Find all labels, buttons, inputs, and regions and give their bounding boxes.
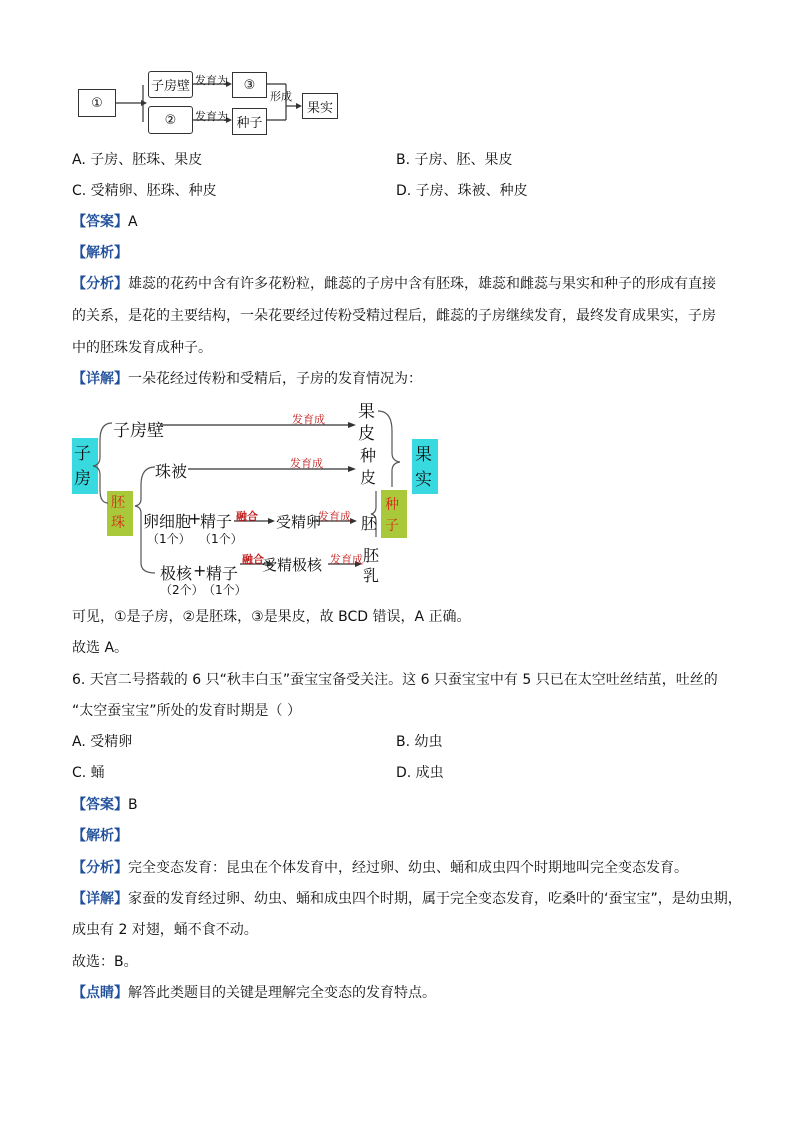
pericarp-char-1: 果 — [358, 402, 375, 422]
endosperm-char-1: 胚 — [363, 546, 380, 565]
diagram1-connectors — [0, 0, 794, 140]
q5-fenxi-line3: 中的胚珠发育成种子。 — [72, 340, 212, 356]
zygote-label: 受精卵 — [276, 513, 322, 531]
develop-label-4: 发育成 — [330, 553, 363, 566]
fenxi-tag: 【分析】 — [72, 860, 128, 876]
embryo-label: 胚 — [361, 514, 378, 533]
answer-tag: 【答案】 — [72, 797, 128, 813]
q5-conclusion: 可见，①是子房，②是胚珠，③是果皮，故 BCD 错误，A 正确。 — [72, 609, 471, 625]
diagram1-box-3: ③ — [232, 72, 267, 98]
sperm-1-count: （1个） — [199, 532, 243, 546]
fertilized-polar-label: 受精极核 — [262, 556, 323, 574]
q6-analysis-line — [72, 826, 128, 846]
fuse-label-1: 融合 — [236, 510, 258, 523]
fuse-label-2: 融合 — [242, 553, 264, 566]
q6-choose: 故选：B。 — [72, 954, 138, 970]
diagram1-label-form: 形成 — [270, 90, 292, 103]
integument-label: 珠被 — [155, 462, 188, 481]
egg-count: （1个） — [147, 532, 191, 546]
sperm-2-count: （1个） — [203, 583, 247, 597]
q6-fenxi-line — [72, 858, 688, 878]
answer-value: B — [128, 797, 138, 813]
q5-option-c: C. 受精卵、胚珠、种皮 — [72, 183, 217, 199]
sperm-2-label: 精子 — [206, 564, 239, 583]
q6-option-b: B. 幼虫 — [396, 734, 443, 750]
xiangjie-text: 一朵花经过传粉和受精后，子房的发育情况为： — [128, 371, 422, 387]
analysis-tag: 【解析】 — [72, 245, 128, 261]
develop-label-3: 发育成 — [318, 510, 351, 523]
q6-xiangjie-line1 — [72, 889, 742, 909]
q6-option-d: D. 成虫 — [396, 765, 444, 781]
fenxi-text: 完全变态发育：昆虫在个体发育中，经过卵、幼虫、蛹和成虫四个时期地叫完全变态发育。 — [128, 860, 688, 876]
ovary-wall-label: 子房壁 — [113, 421, 164, 441]
dianjing-text: 解答此类题目的关键是理解完全变态的发育特点。 — [128, 985, 436, 1001]
seedcoat-char-2: 皮 — [360, 468, 377, 487]
q5-option-b: B. 子房、胚、果皮 — [396, 152, 513, 168]
diagram1-box-ovary-wall: 子房壁 — [148, 71, 193, 98]
plus-1: + — [188, 509, 202, 528]
q5-answer-line — [72, 212, 138, 232]
pericarp-char-2: 皮 — [358, 424, 375, 444]
q5-xiangjie-line — [72, 369, 422, 389]
plus-2: + — [193, 561, 207, 580]
q5-option-d: D. 子房、珠被、种皮 — [396, 183, 528, 199]
q5-fenxi-line2: 的关系，是花的主要结构，一朵花要经过传粉受精过程后，雌蕊的子房继续发育，最终发育成果实，子房 — [72, 308, 716, 324]
endosperm-char-2: 乳 — [363, 566, 380, 585]
q6-dianjing-line — [72, 983, 436, 1003]
q5-option-a: A. 子房、胚珠、果皮 — [72, 152, 203, 168]
dianjing-tag: 【点睛】 — [72, 985, 128, 1001]
fruit-char-1: 果 — [415, 445, 432, 465]
q6-stem-line1: 6. 天宫二号搭载的 6 只“秋丰白玉”蚕宝宝备受关注。这 6 只蚕宝宝中有 5 只已在太空吐丝结茧，吐丝的 — [72, 672, 718, 688]
q6-option-c: C. 蛹 — [72, 765, 105, 781]
diagram1-label-develop-1: 发育为 — [195, 74, 228, 87]
ovary-char-2: 房 — [74, 469, 91, 489]
answer-tag: 【答案】 — [72, 214, 128, 230]
xiangjie-tag: 【详解】 — [72, 371, 128, 387]
ovule-char-1: 胚 — [111, 495, 125, 511]
egg-cell-label: 卵细胞 — [143, 512, 192, 531]
q6-answer-line — [72, 795, 138, 815]
diagram1-box-fruit: 果实 — [302, 93, 338, 119]
develop-label-2: 发育成 — [290, 457, 323, 470]
analysis-tag: 【解析】 — [72, 828, 128, 844]
q5-choose: 故选 A。 — [72, 640, 129, 656]
q6-option-a: A. 受精卵 — [72, 734, 133, 750]
xiangjie-text-1: 家蚕的发育经过卵、幼虫、蛹和成虫四个时期，属于完全变态发育，吃桑叶的‘蚕宝宝”，是幼虫期， — [128, 891, 742, 907]
brace-fruit — [378, 411, 400, 487]
diagram1-box-1: ① — [78, 89, 116, 117]
seed-char-1: 种 — [385, 497, 399, 513]
diagram1-label-develop-2: 发育为 — [195, 110, 228, 123]
polar-nuclei-label: 极核 — [160, 564, 193, 583]
q6-stem-line2: “太空蚕宝宝”所处的发育时期是（ ） — [72, 703, 301, 719]
q5-analysis-line — [72, 243, 128, 263]
ovule-char-2: 珠 — [111, 515, 125, 531]
seed-char-2: 子 — [385, 518, 399, 534]
develop-label-1: 发育成 — [292, 413, 325, 426]
diagram1-box-2: ② — [148, 106, 193, 134]
sperm-1-label: 精子 — [200, 512, 233, 531]
ovary-char-1: 子 — [74, 444, 91, 464]
diagram1-box-seed: 种子 — [232, 108, 267, 135]
seedcoat-char-1: 种 — [360, 446, 377, 465]
fruit-char-2: 实 — [415, 470, 432, 490]
xiangjie-tag: 【详解】 — [72, 891, 128, 907]
q6-xiangjie-line2: 成虫有 2 对翅，蛹不食不动。 — [72, 922, 258, 938]
polar-count: （2个） — [160, 583, 204, 597]
q5-fenxi-line1 — [72, 274, 716, 294]
fenxi-text-1: 雄蕊的花药中含有许多花粉粒，雌蕊的子房中含有胚珠，雄蕊和雌蕊与果实和种子的形成有直接 — [128, 276, 716, 292]
answer-value: A — [128, 214, 138, 230]
fenxi-tag: 【分析】 — [72, 276, 128, 292]
